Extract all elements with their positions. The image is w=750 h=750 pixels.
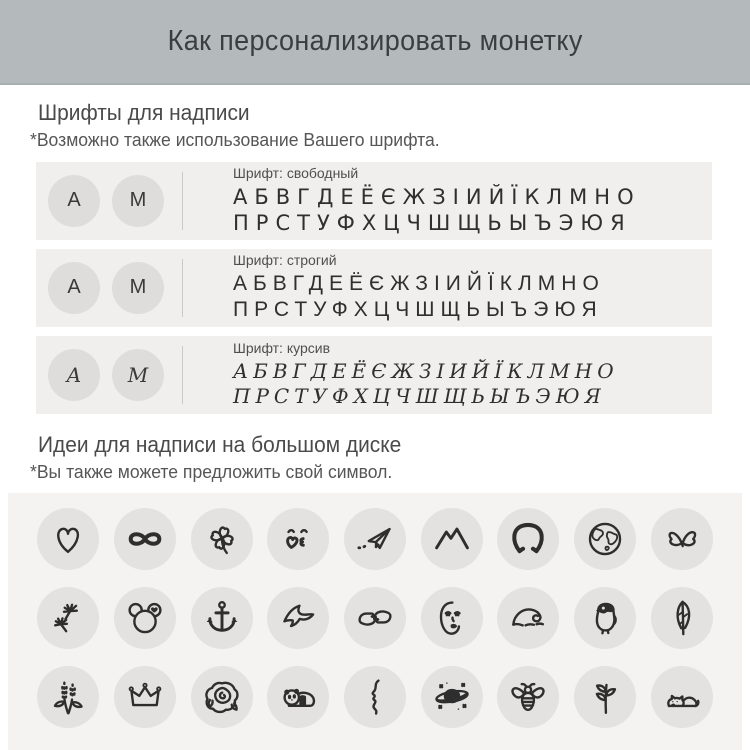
alphabet-line-1: АБВГДЕЁЄЖЗІИЙЇКЛМНО bbox=[233, 271, 605, 295]
header-banner bbox=[0, 0, 750, 85]
alphabet-line-2: ПРСТУФХЦЧШЩЬЫЪЭЮЯ bbox=[233, 298, 603, 322]
ideas-section-title: Идеи для надписи на большом диске bbox=[38, 431, 402, 457]
ideas-section-note: *Вы также можете предложить свой символ. bbox=[30, 460, 393, 482]
sample-letter-m: М bbox=[127, 362, 149, 387]
sample-letter-m: М bbox=[129, 276, 147, 299]
penguin-icon bbox=[574, 587, 636, 649]
clover-icon bbox=[191, 508, 253, 570]
ideas-section bbox=[0, 432, 750, 750]
feather-icon bbox=[651, 587, 713, 649]
alphabet-block bbox=[233, 252, 605, 324]
alphabet-line-1: АБВГДЕЁЄЖЗІИЙЇКЛМНО bbox=[233, 184, 641, 209]
dandelion-icon bbox=[37, 587, 99, 649]
swallow-icon bbox=[267, 587, 329, 649]
saturn-icon bbox=[421, 666, 483, 728]
alphabet-line-1: АБВГДЕЁЄЖЗІИЙЇКЛМНО bbox=[233, 359, 619, 384]
vertical-divider bbox=[182, 259, 183, 317]
alphabet-block bbox=[233, 340, 619, 409]
sample-letter-m-circle bbox=[112, 175, 164, 227]
fonts-section bbox=[0, 85, 750, 414]
kissing-face-icon bbox=[267, 508, 329, 570]
sample-letter-a-circle bbox=[48, 262, 100, 314]
cat-icon bbox=[651, 666, 713, 728]
font-name-label: Шрифт: свободный bbox=[233, 164, 359, 181]
vertical-divider bbox=[182, 172, 183, 230]
crown-icon bbox=[114, 666, 176, 728]
branch-icon bbox=[574, 666, 636, 728]
wave-icon bbox=[497, 587, 559, 649]
butterfly-icon bbox=[651, 508, 713, 570]
alphabet-line-2: ПРСТУФХЦЧШЩЬЫЪЭЮЯ bbox=[233, 211, 632, 236]
face-profile-icon bbox=[344, 666, 406, 728]
icon-grid bbox=[30, 508, 720, 728]
paper-plane-icon bbox=[344, 508, 406, 570]
sample-letter-m: М bbox=[129, 189, 147, 212]
mountains-icon bbox=[421, 508, 483, 570]
lavender-icon bbox=[37, 666, 99, 728]
line-face-icon bbox=[421, 587, 483, 649]
anchor-icon bbox=[191, 587, 253, 649]
sample-letter-a-circle bbox=[48, 175, 100, 227]
bee-icon bbox=[497, 666, 559, 728]
sample-letter-a: А bbox=[67, 189, 81, 212]
pinky-promise-icon bbox=[344, 587, 406, 649]
globe-icon bbox=[574, 508, 636, 570]
font-name-label: Шрифт: курсив bbox=[233, 340, 331, 357]
panda-icon bbox=[267, 666, 329, 728]
page-title: Как персонализировать монетку bbox=[167, 25, 583, 57]
fonts-section-title: Шрифты для надписи bbox=[38, 100, 250, 125]
heart-icon bbox=[37, 508, 99, 570]
mickey-heart-icon bbox=[114, 587, 176, 649]
alphabet-line-2: ПРСТУФХЦЧШЩЬЫЪЭЮЯ bbox=[233, 384, 606, 409]
sample-letter-a: А bbox=[66, 362, 82, 387]
infinity-icon bbox=[114, 508, 176, 570]
peony-icon bbox=[191, 666, 253, 728]
vertical-divider bbox=[182, 346, 183, 404]
sample-letter-m-circle bbox=[112, 262, 164, 314]
font-row-free bbox=[36, 162, 712, 240]
fonts-section-note: *Возможно также использование Вашего шрифта. bbox=[30, 129, 440, 151]
sample-letter-m-circle bbox=[112, 349, 164, 401]
horseshoe-icon bbox=[497, 508, 559, 570]
font-row-cursive bbox=[36, 336, 712, 414]
icon-band bbox=[8, 493, 742, 750]
font-name-label: Шрифт: строгий bbox=[233, 251, 337, 268]
sample-letter-a: А bbox=[67, 276, 81, 299]
alphabet-block bbox=[233, 165, 641, 237]
font-row-strict bbox=[36, 249, 712, 327]
sample-letter-a-circle bbox=[48, 349, 100, 401]
